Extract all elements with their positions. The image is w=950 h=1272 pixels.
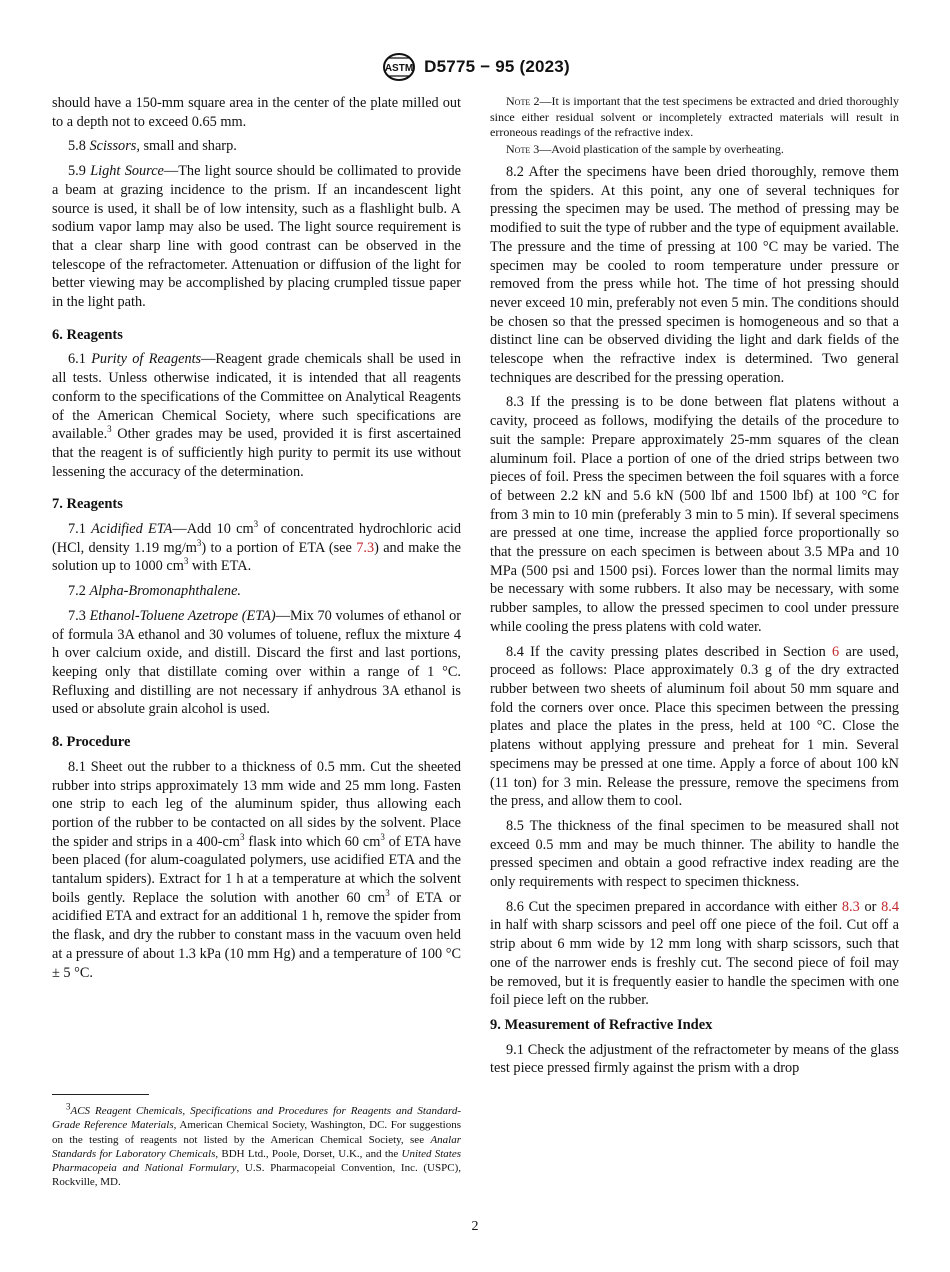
section-8-4: 8.4 If the cavity pressing plates described in Section 6 are used, proceed as follows: Place approximately 0.3 g of the dry extracted rubber between two sheets of aluminum foil about 50 mm square and fold the corners over once. Place this specimen between the pressing plates and place the plates in the press, held at 100 °C. Close the platens without applying pressure and preheat for 1 min. Several specimens may be pressed at one time. Apply a force of about 100 kN (11 ton) for 3 min. Release the pressure, remove the specimens from the press, and allow them to cool. <box>490 643 899 810</box>
section-7-2: 7.2 Alpha-Bromonaphthalene. <box>68 583 242 600</box>
section-7-3: 7.3 Ethanol-Toluene Azetrope (ETA)—Mix 70 volumes of ethanol or of formula 3A ethanol and 30 volumes of toluene, reflux the mixture 4 h over calcium oxide, and distill. Discard the first and last portions, keeping only that distillate coming over within a range of 1 °C. Refluxing and distilling are not necessary if anhydrous 3A ethanol is used or absolute grain alcohol is used. <box>52 607 461 718</box>
right-column <box>490 94 899 1084</box>
section-8-2: 8.2 After the specimens have been dried thoroughly, remove them from the spiders. At this point, any one of several techniques for pressing the specimen may be used. The method of pressing may be modified to suit the type of rubber and the type of equipment available. The pressure and the time of pressing at 100 °C may be varied. The specimen may be cooled to room temperature under pressure or removed from the press while hot. The time of hot pressing should never exceed 10 min, preferably not even 5 min. The conditions should be chosen so that the pressed specimen is homogeneous and so that a distinct line can be observed dividing the light and dark fields of the telescope when the refractive index is determined. Two general techniques are described for the pressing operation. <box>490 164 899 386</box>
heading-section-7: 7. Reagents <box>52 496 123 513</box>
section-5-9: 5.9 Light Source—The light source should be collimated to provide a beam at grazing incidence to the prism. If an incandescent light source is used, it shall be of low intensity, such as a flashlight bulb. A sodium vapor lamp may also be used. The light source requirement is that a clear sharp line with good contrast can be observed in the telescope of the refractometer. Attenuation or diffusion of the light for better viewing may be accomplished by placing crumpled tissue paper in the light path. <box>52 163 461 311</box>
link-section-8-4[interactable]: 8.4 <box>881 898 899 915</box>
section-7-1: 7.1 Acidified ETA—Add 10 $cm^3$ of concentrated hydrochloric acid (HCl, density 1.19 $mg/m^3$) to a portion of ETA (see 7.3) and make the solution up to 1000 $cm^3$ with ETA. <box>52 519 461 575</box>
left-column <box>52 94 461 988</box>
astm-logo-icon <box>380 52 418 82</box>
footnote-3: $^3$ACS Reagent Chemicals, Specifications and Procedures for Reagents and Standard-Grade Reference Materials, American Chemical Society, Washington, DC. For suggestions on the testing of reagents not listed by the American Chemical Society, see Analar Standards for Laboratory Chemicals, BDH Ltd., Poole, Dorset, U.K., and the United States Pharmacopeia and National Formulary, U.S. Pharmacopeial Convention, Inc. (USPC), Rockville, MD. <box>52 1101 462 1189</box>
paragraph-5-7-continued: should have a 150-mm square area in the center of the plate milled out to a depth not to exceed 0.65 mm. <box>52 95 461 130</box>
section-5-8: 5.8 Scissors, small and sharp. <box>68 138 237 155</box>
section-6-1: 6.1 Purity of Reagents—Reagent grade chemicals shall be used in all tests. Unless otherwise indicated, it is intended that all reagents conform to the specifications of the Committee on Analytical Reagents of the American Chemical Society, where such specifications are available.$^3$ Other grades may be used, provided it is first ascertained that the reagent is of sufficiently high purity to permit its use without lessening the accuracy of the determination. <box>52 351 461 480</box>
footnote-divider <box>52 1094 149 1095</box>
link-section-6[interactable]: 6 <box>832 643 840 660</box>
section-9-1: 9.1 Check the adjustment of the refractometer by means of the glass test piece pressed firmly against the prism with a drop <box>490 1041 899 1077</box>
document-designation: D5775 − 95 (2023) <box>424 57 570 76</box>
note-2: Note 2—It is important that the test specimens be extracted and dried thoroughly since either residual solvent or incompletely extracted materials will result in erroneous readings of the refractive index. <box>490 94 899 139</box>
section-8-6: 8.6 Cut the specimen prepared in accordance with either 8.3 or 8.4 in half with sharp scissors and peel off one piece of the foil. Cut off a strip about 6 mm wide by 12 mm long with sharp scissors, such that one of the narrower ends is freshly cut. The second piece of foil may be removed, but it is frequently easier to handle the specimen with one foil piece left on the rubber. <box>490 898 899 1009</box>
page-header <box>0 52 950 82</box>
section-8-5: 8.5 The thickness of the final specimen to be measured shall not exceed 0.5 mm and may be much thinner. The ability to handle the pressed specimen and obtain a good refractive index reading are the only requirements with respect to specimen thickness. <box>490 817 899 891</box>
footnote-ref: 3 <box>107 424 112 435</box>
note-3: Note 3—Avoid plastication of the sample by overheating. <box>506 141 784 156</box>
link-section-7-3[interactable]: 7.3 <box>356 539 375 556</box>
heading-section-8: 8. Procedure <box>52 734 131 751</box>
section-8-3: 8.3 If the pressing is to be done between flat platens without a cavity, proceed as follows, modifying the details of the procedure to suit the sample: Prepare approximately 25-mm squares of the clean aluminum foil. Place a portion of one of the dried strips between two pieces of foil. Press the specimen between the foil squares with a force of between 2.2 kN and 5.6 kN (500 lbf and 1500 lbf) at 100 °C for from 3 min to 10 min (preferably 3 min to 5 min). If several specimens are pressed at one time, increase the applied force proportionally so that the pressure on each specimen is between about 3.5 MPa and 10 MPa (500 psi and 1500 psi). Forces lower than the normal limits may be necessary with some rubbers. It also may be necessary, with some rubber samples, to allow the pressed specimen to cool under pressure while cooling the press platens with cold water. <box>490 394 899 635</box>
section-8-1: 8.1 Sheet out the rubber to a thickness of 0.5 mm. Cut the sheeted rubber into strips approximately 13 mm wide and 25 mm long. Fasten one strip to each leg of the aluminum spider, thus allowing each portion of the rubber to be contacted on all sides by the solvent. Place the spider and strips in a $400-cm^3$ flask into which 60 $cm^3$ of ETA have been placed (for alum-coagulated polymers, use acidified ETA and the tantalum spiders). Extract for 1 h at a temperature at which the solvent boils gently. Replace the solution with another 60 $cm^3$ of ETA or acidified ETA and extract for an additional 1 h, remove the spider from the flask, and dry the rubber to constant mass in the vacuum oven held at a pressure of about 1.3 kPa (10 mm Hg) and a temperature of 100 °C ± 5 °C. <box>52 758 461 981</box>
page-number: 2 <box>471 1219 479 1234</box>
heading-section-9: 9. Measurement of Refractive Index <box>490 1016 713 1033</box>
link-section-8-3[interactable]: 8.3 <box>841 898 860 915</box>
heading-section-6: 6. Reagents <box>52 326 123 343</box>
svg-text:ASTM: ASTM <box>385 63 414 74</box>
